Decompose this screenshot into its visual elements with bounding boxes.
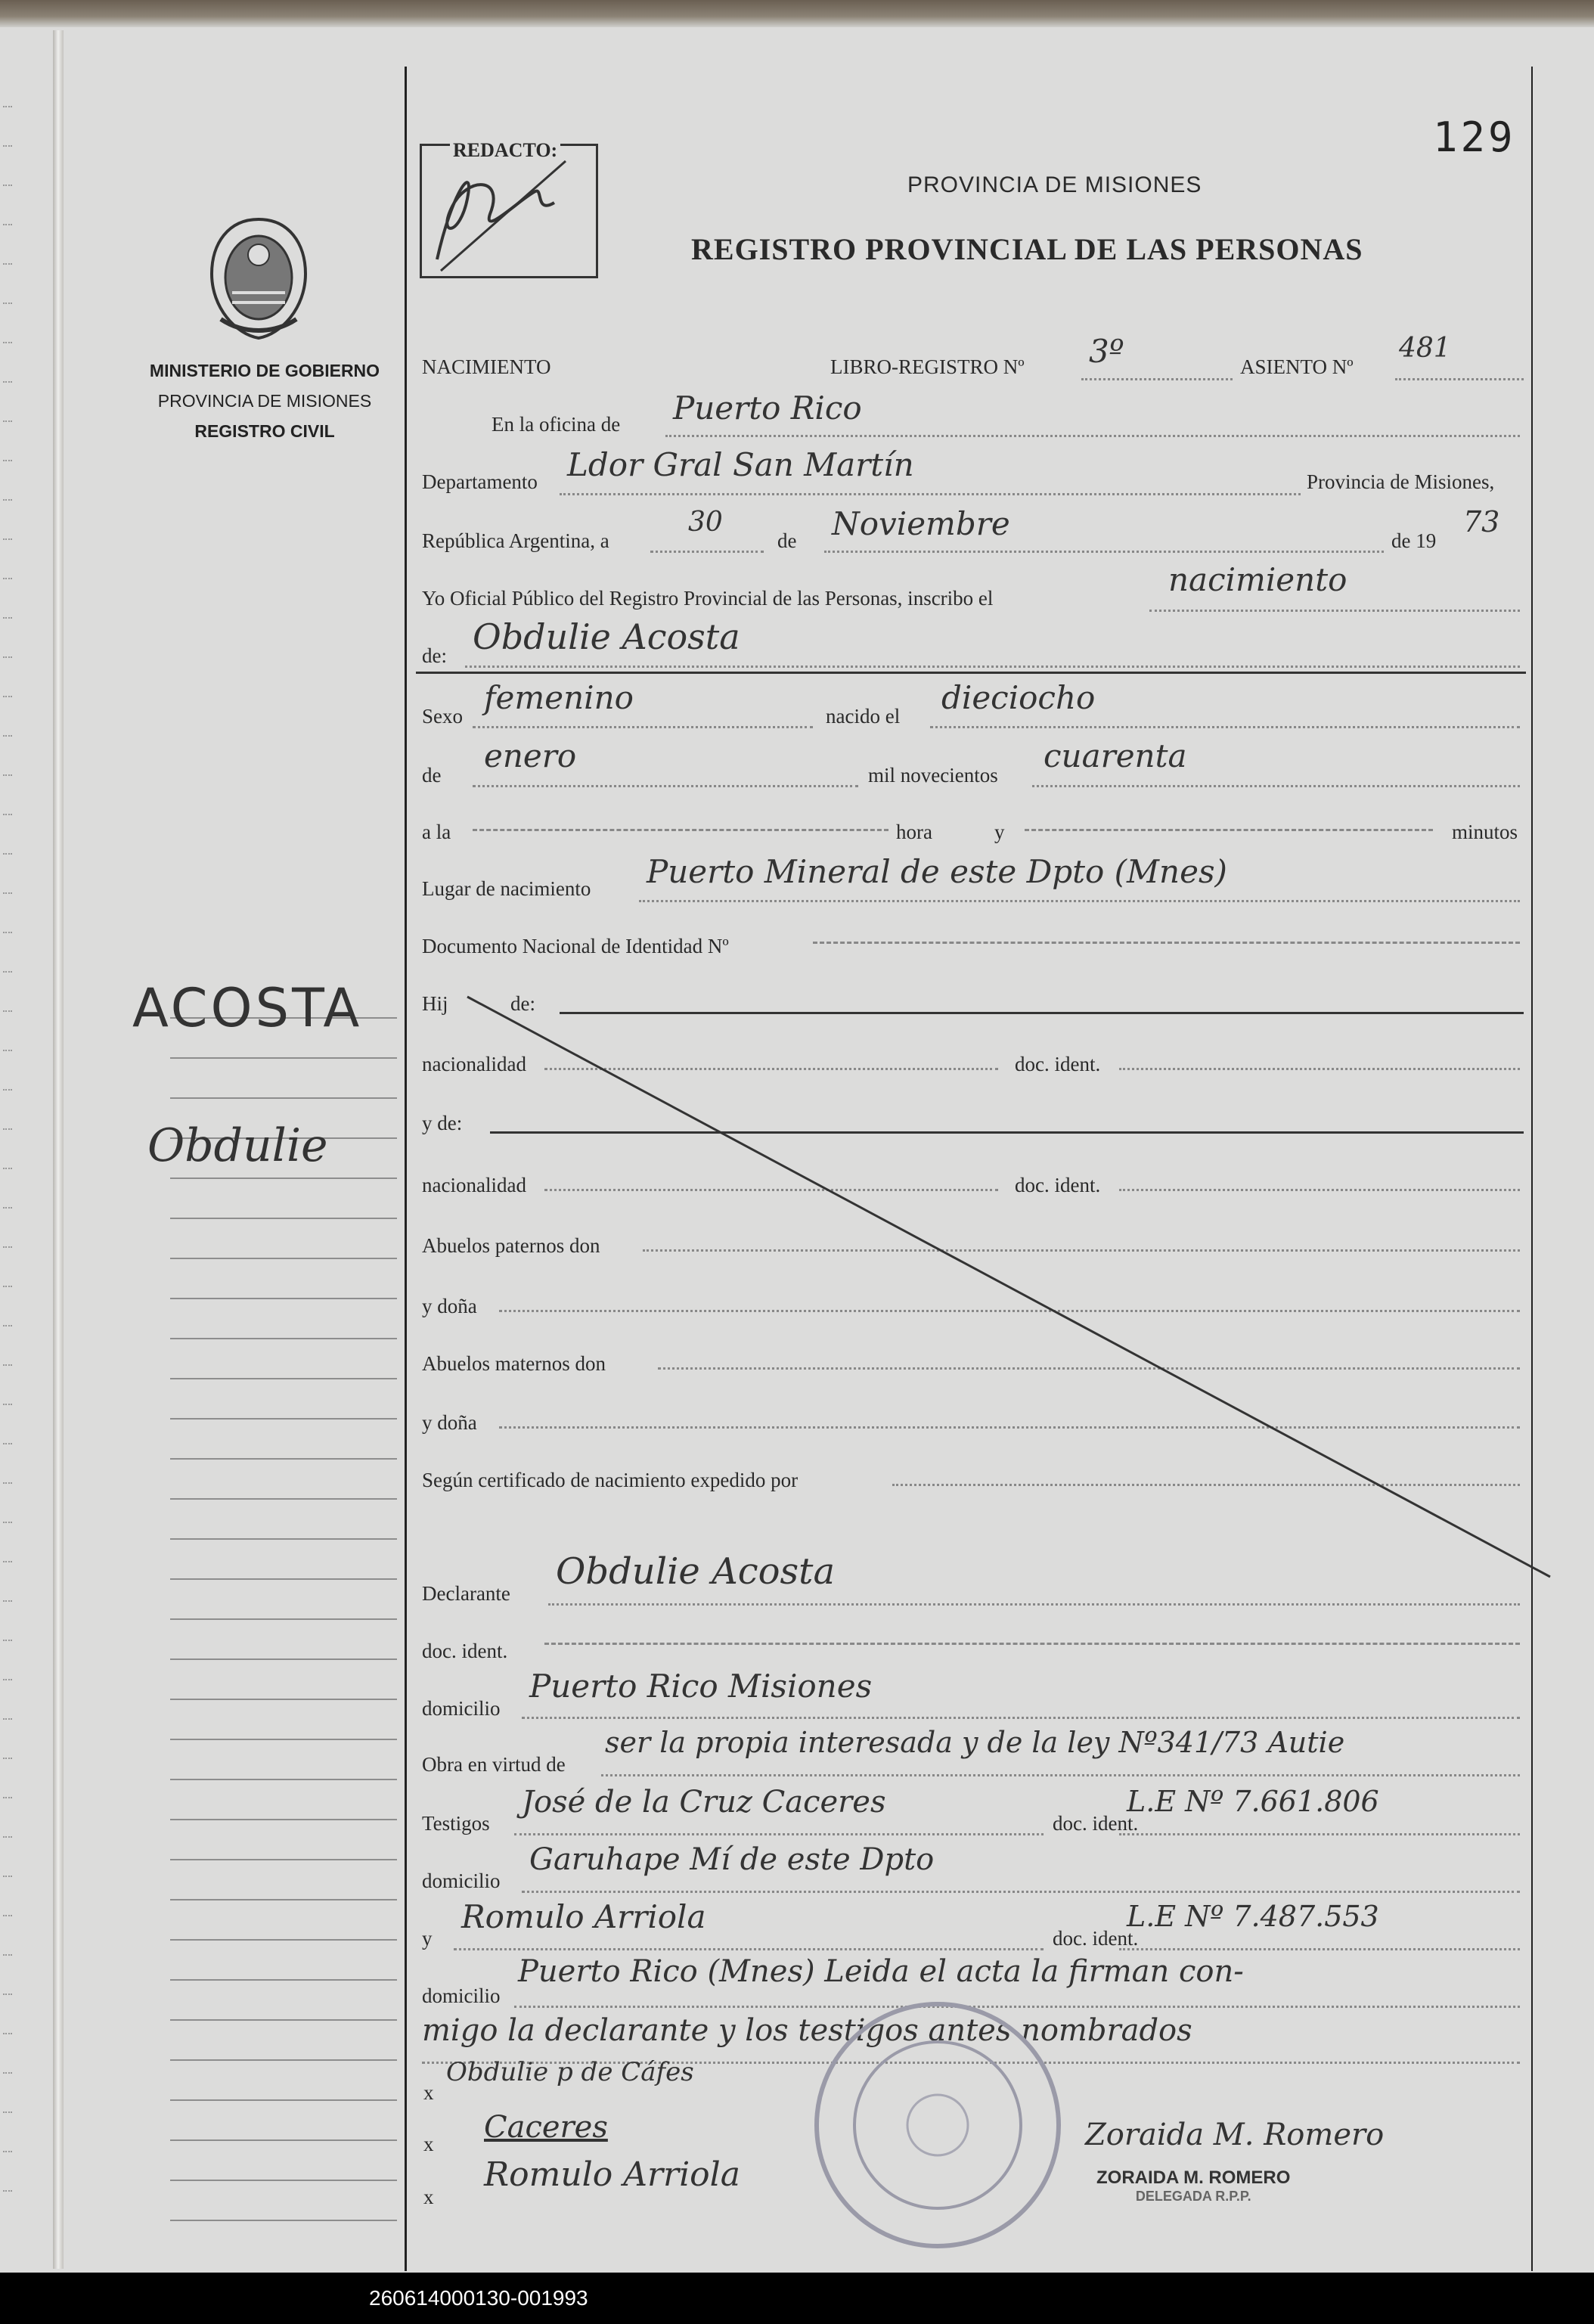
obra-line [601, 1774, 1520, 1776]
testigo2-line [454, 1948, 1044, 1950]
testigo2-dom-label: domicilio [422, 1984, 501, 2007]
x-mark-3: x [423, 2186, 434, 2208]
domicilio-value: Puerto Rico Misiones [529, 1668, 873, 1705]
redacto-label: REDACTO: [450, 139, 560, 162]
month-value: Noviembre [832, 505, 1010, 542]
mil-value: cuarenta [1044, 737, 1187, 774]
ministry-title: MINISTERIO DE GOBIERNO [149, 361, 380, 380]
paterna-dona-label: y doña [422, 1295, 477, 1317]
header-registry-title: REGISTRO PROVINCIAL DE LAS PERSONAS [691, 232, 1363, 266]
ministry-registry: REGISTRO CIVIL [194, 421, 335, 441]
nacionalidad-1-label: nacionalidad [422, 1053, 526, 1075]
lugar-value: Puerto Mineral de este Dpto (Mnes) [647, 853, 1227, 890]
sidebar-given-name: Obdulie [147, 1119, 328, 1172]
x-mark-1: x [423, 2081, 434, 2104]
y-de-label: y de: [422, 1112, 463, 1134]
nacionalidad-2-label: nacionalidad [422, 1174, 526, 1196]
testigo2-y-label: y [422, 1927, 433, 1950]
document-id: 260614000130-001993 [369, 2286, 588, 2310]
inscribo-value: nacimiento [1168, 561, 1347, 598]
mes-value: enero [484, 737, 577, 774]
mil-label: mil novecientos [868, 764, 998, 787]
ala-label: a la [422, 821, 451, 843]
declarante-doc-label: doc. ident. [422, 1640, 508, 1662]
declarante-value: Obdulie Acosta [556, 1550, 836, 1593]
abuelos-paternos-label: Abuelos paternos don [422, 1234, 600, 1257]
declarante-label: Declarante [422, 1582, 510, 1605]
sexo-label: Sexo [422, 705, 463, 728]
mes-de-label: de [422, 764, 442, 787]
libro-value: 3º [1089, 333, 1124, 370]
oficina-value: Puerto Rico [673, 389, 862, 427]
hij-label: Hij [422, 992, 448, 1015]
year-value: 73 [1463, 505, 1500, 538]
sidebar-surname: ACOSTA [132, 977, 363, 1039]
de-label: de: [422, 644, 447, 667]
nacido-label: nacido el [826, 705, 901, 728]
testigo1-dom-label: domicilio [422, 1869, 501, 1892]
domicilio-label: domicilio [422, 1697, 501, 1720]
minutos-label: minutos [1452, 821, 1518, 843]
testigos-label: Testigos [422, 1812, 490, 1835]
departamento-label: Departamento [422, 470, 538, 493]
abuelos-maternos-label: Abuelos maternos don [422, 1352, 606, 1375]
oficina-label: En la oficina de [492, 413, 621, 436]
nacido-value: dieciocho [941, 679, 1096, 716]
testigo1-doc-value: L.E Nº 7.661.806 [1127, 1785, 1379, 1818]
departamento-value: Ldor Gral San Martín [567, 446, 914, 483]
testigo1-value: José de la Cruz Caceres [522, 1785, 886, 1820]
page-number: 129 [1433, 113, 1516, 161]
libro-label: LIBRO-REGISTRO Nº [830, 355, 1025, 378]
signature-2: Caceres [484, 2110, 608, 2145]
domicilio-line [522, 1717, 1520, 1719]
declarante-line [548, 1603, 1520, 1606]
y-label: y [994, 821, 1005, 843]
officer-signature: Zoraida M. Romero [1085, 2118, 1385, 2152]
declarante-doc-line [544, 1643, 1520, 1645]
ministry-province: PROVINCIA DE MISIONES [157, 391, 372, 411]
hora-label: hora [896, 821, 932, 843]
signature-3: Romulo Arriola [484, 2155, 740, 2194]
obra-value: ser la propia interesada y de la ley Nº341/73 Autie [605, 1726, 1345, 1759]
obra-label: Obra en virtud de [422, 1753, 566, 1776]
hij-de-label: de: [510, 992, 535, 1015]
yo-oficial-label: Yo Oficial Público del Registro Provincial de las Personas, inscribo el [422, 587, 994, 610]
testigo2-doc-label: doc. ident. [1053, 1927, 1139, 1950]
testigo2-dom-value: Puerto Rico (Mnes) Leida el acta la firman con- [518, 1954, 1244, 1989]
testigo2-value: Romulo Arriola [461, 1898, 706, 1935]
doc-ident-1-label: doc. ident. [1015, 1053, 1101, 1075]
dni-label: Documento Nacional de Identidad Nº [422, 935, 729, 957]
header-province: PROVINCIA DE MISIONES [907, 172, 1202, 197]
type-label: NACIMIENTO [422, 355, 551, 378]
testigo1-doc-line [1119, 1833, 1520, 1835]
sexo-value: femenino [484, 679, 634, 716]
testigo1-doc-label: doc. ident. [1053, 1812, 1139, 1835]
segun-label: Según certificado de nacimiento expedido por [422, 1469, 799, 1491]
asiento-value: 481 [1399, 333, 1451, 364]
doc-ident-2-label: doc. ident. [1015, 1174, 1101, 1196]
testigo2-doc-line [1119, 1948, 1520, 1950]
officer-block [1096, 2167, 1290, 2205]
footer-bar [0, 2273, 1594, 2324]
year-label: de 19 [1391, 529, 1437, 552]
testigo1-dom-value: Garuhape Mí de este Dpto [529, 1842, 935, 1877]
testigo1-dom-line [522, 1891, 1520, 1893]
officer-title: DELEGADA R.P.P. [1135, 2189, 1251, 2204]
signature-1: Obdulie p de Cáfes [446, 2057, 694, 2087]
republica-label: República Argentina, a [422, 529, 609, 552]
month-de-label: de [777, 529, 797, 552]
provincia-label: Provincia de Misiones, [1307, 470, 1495, 493]
x-mark-2: x [423, 2133, 434, 2155]
day-value: 30 [688, 507, 723, 538]
officer-name: ZORAIDA M. ROMERO [1096, 2167, 1291, 2188]
lugar-label: Lugar de nacimiento [422, 877, 591, 900]
testigo2-doc-value: L.E Nº 7.487.553 [1127, 1900, 1379, 1933]
official-stamp-icon [809, 1997, 1066, 2254]
asiento-label: ASIENTO Nº [1240, 355, 1354, 378]
closing-value: migo la declarante y los testigos antes nombrados [422, 2013, 1192, 2048]
testigo1-line [514, 1833, 1044, 1835]
name-value: Obdulie Acosta [473, 616, 740, 657]
materna-dona-label: y doña [422, 1411, 477, 1434]
